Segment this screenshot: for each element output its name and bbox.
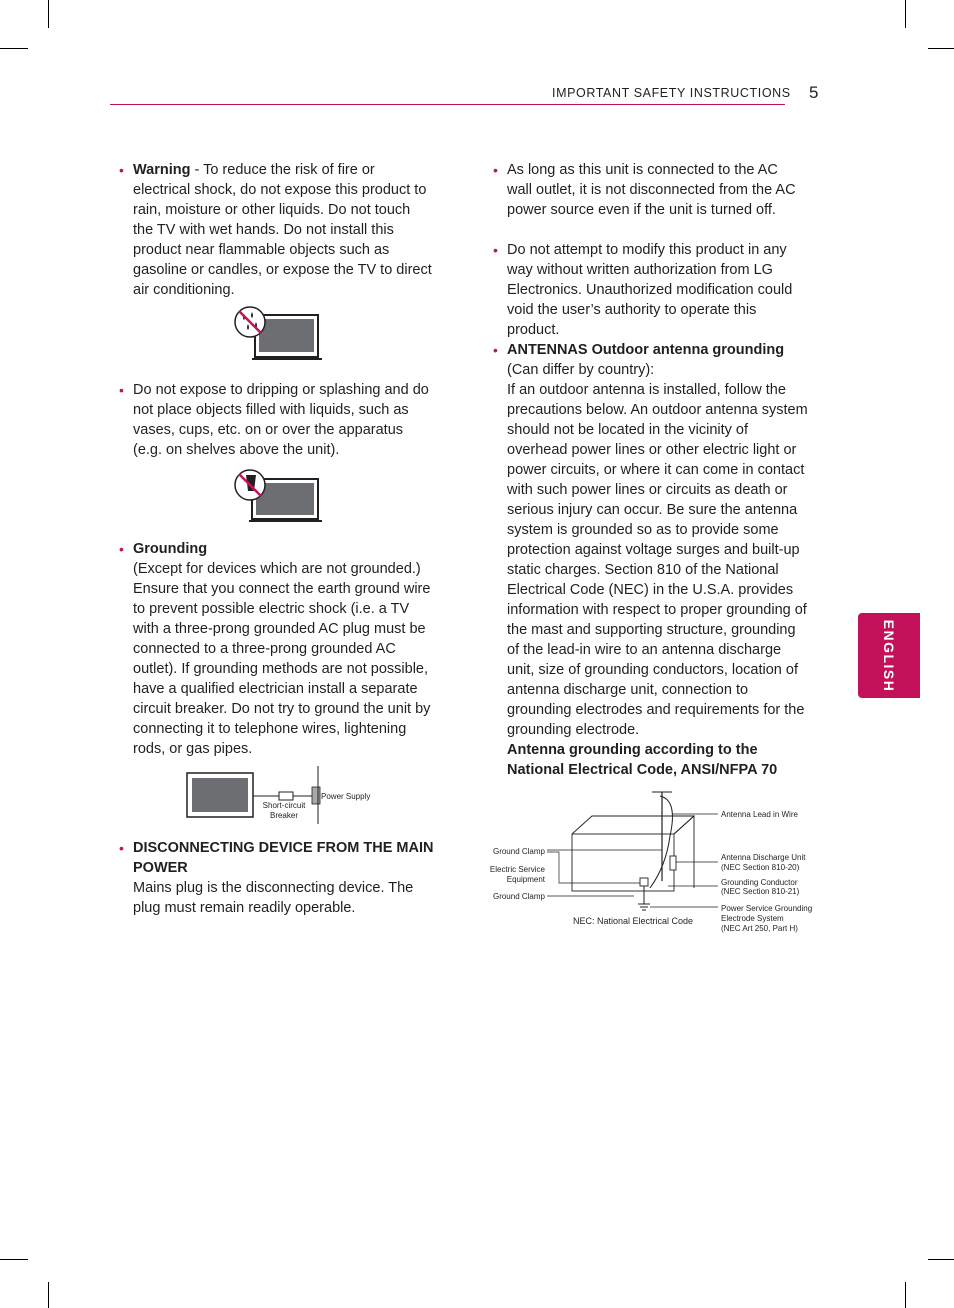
breaker-label-2: Breaker [269, 811, 299, 820]
bullet-icon: • [119, 541, 124, 557]
crop-mark [48, 1282, 49, 1308]
bullet-icon: • [493, 342, 498, 358]
antenna-lead-label: Antenna Lead in Wire [721, 810, 798, 819]
crop-mark [0, 48, 28, 49]
disconnect-text: Mains plug is the disconnecting device. The plug must remain readily operable. [133, 880, 414, 916]
header-rule [110, 104, 785, 105]
modify-paragraph: Do not attempt to modify this product in any way without written authorization from LG Electronics. Unauthorized modification could void the user’s authority to operate this product. [507, 242, 793, 338]
grounding-labels [250, 788, 380, 822]
section-title: IMPORTANT SAFETY INSTRUCTIONS [552, 86, 791, 100]
crop-mark [0, 1259, 28, 1260]
language-tab [858, 613, 920, 698]
page-number: 5 [809, 83, 819, 102]
ground-clamp-bottom-label: Ground Clamp [492, 892, 545, 901]
antennas-text-2: If an outdoor antenna is installed, follow the precautions below. An outdoor antenna system should not be located in the vicinity of overhead power lines or other electric light or power circuits, or where it can come in contact with such power lines or circuits as death or serious injury can occur. Be sure the antenna system is grounded so as to provide some protection against voltage surges and built-up static charges. Section 810 of the National Electrical Code (NEC) in the U.S.A. provides information with respect to proper grounding of the mast and supporting structure, grounding of the lead-in wire to an antenna discharge unit, size of grounding conductors, location of antenna discharge unit, connection to grounding electrodes and requirements for the grounding electrode. [507, 382, 808, 738]
antennas-subhead: Antenna grounding according to the National Electrical Code, ANSI/NFPA 70 [507, 742, 778, 778]
disconnect-label: DISCONNECTING DEVICE FROM THE MAIN POWER [133, 840, 434, 876]
antennas-paragraph [507, 340, 809, 780]
electric-service-label-2: Equipment [506, 875, 545, 884]
tv-vase-illustration [232, 466, 322, 524]
electric-service-label-1: Electric Service [489, 865, 545, 874]
bullet-icon: • [119, 162, 124, 178]
breaker-label-1: Short-circuit [262, 801, 306, 810]
grounding-paragraph [133, 539, 437, 759]
warning-text: - To reduce the risk of fire or electrical shock, do not expose this product to rain, moisture or other liquids. Do not touch the TV with wet hands. Do not install this product near flammable objects such as gasoline or candles, or expose the TV to direct air conditioning. [133, 162, 432, 298]
nec-note: NEC: National Electrical Code [573, 916, 694, 926]
electrode-label-1: Power Service Grounding [721, 904, 813, 913]
grounding-conductor-label-2: (NEC Section 810-21) [721, 887, 800, 896]
crop-mark [928, 48, 954, 49]
connected-paragraph: As long as this unit is connected to the AC wall outlet, it is not disconnected from the AC power source even if the unit is turned off. [507, 162, 796, 218]
electrode-label-2: Electrode System [721, 914, 784, 923]
language-tab-label: ENGLISH [881, 619, 897, 692]
bullet-icon: • [119, 382, 124, 398]
discharge-unit-label-2: (NEC Section 810-20) [721, 863, 800, 872]
electrode-label-3: (NEC Art 250, Part H) [721, 924, 798, 933]
crop-mark [48, 0, 49, 28]
grounding-conductor-label-1: Grounding Conductor [721, 878, 798, 887]
bullet-icon: • [493, 162, 498, 178]
crop-mark [928, 1259, 954, 1260]
tv-rain-illustration [232, 304, 322, 362]
bullet-icon: • [119, 840, 124, 856]
antennas-text-1: (Can differ by country): [507, 362, 655, 378]
antennas-label: ANTENNAS Outdoor antenna grounding [507, 342, 785, 358]
dripping-paragraph: Do not expose to dripping or splashing and do not place objects filled with liquids, such as vases, cups, etc. on or over the apparatus (e.g. on shelves above the unit). [133, 382, 429, 458]
bullet-icon: • [493, 242, 498, 258]
warning-paragraph [133, 160, 433, 300]
power-supply-label: Power Supply [321, 792, 371, 801]
ground-clamp-top-label: Ground Clamp [492, 847, 545, 856]
discharge-unit-label-1: Antenna Discharge Unit [721, 853, 806, 862]
grounding-text: (Except for devices which are not grounded.) Ensure that you connect the earth ground wire to prevent possible electric shock (i.e. a TV with a three-prong grounded AC plug must be connected to a three-prong grounded AC outlet). If grounding methods are not possible, have a qualified electrician install a separate circuit breaker. Do not try to ground the unit by connecting it to telephone wires, lightening rods, or gas pipes. [133, 561, 431, 757]
disconnect-paragraph [133, 838, 437, 918]
crop-mark [905, 1282, 906, 1308]
crop-mark [905, 0, 906, 28]
grounding-label: Grounding [133, 541, 208, 557]
antenna-grounding-diagram [484, 786, 824, 936]
warning-label: Warning [133, 162, 191, 178]
